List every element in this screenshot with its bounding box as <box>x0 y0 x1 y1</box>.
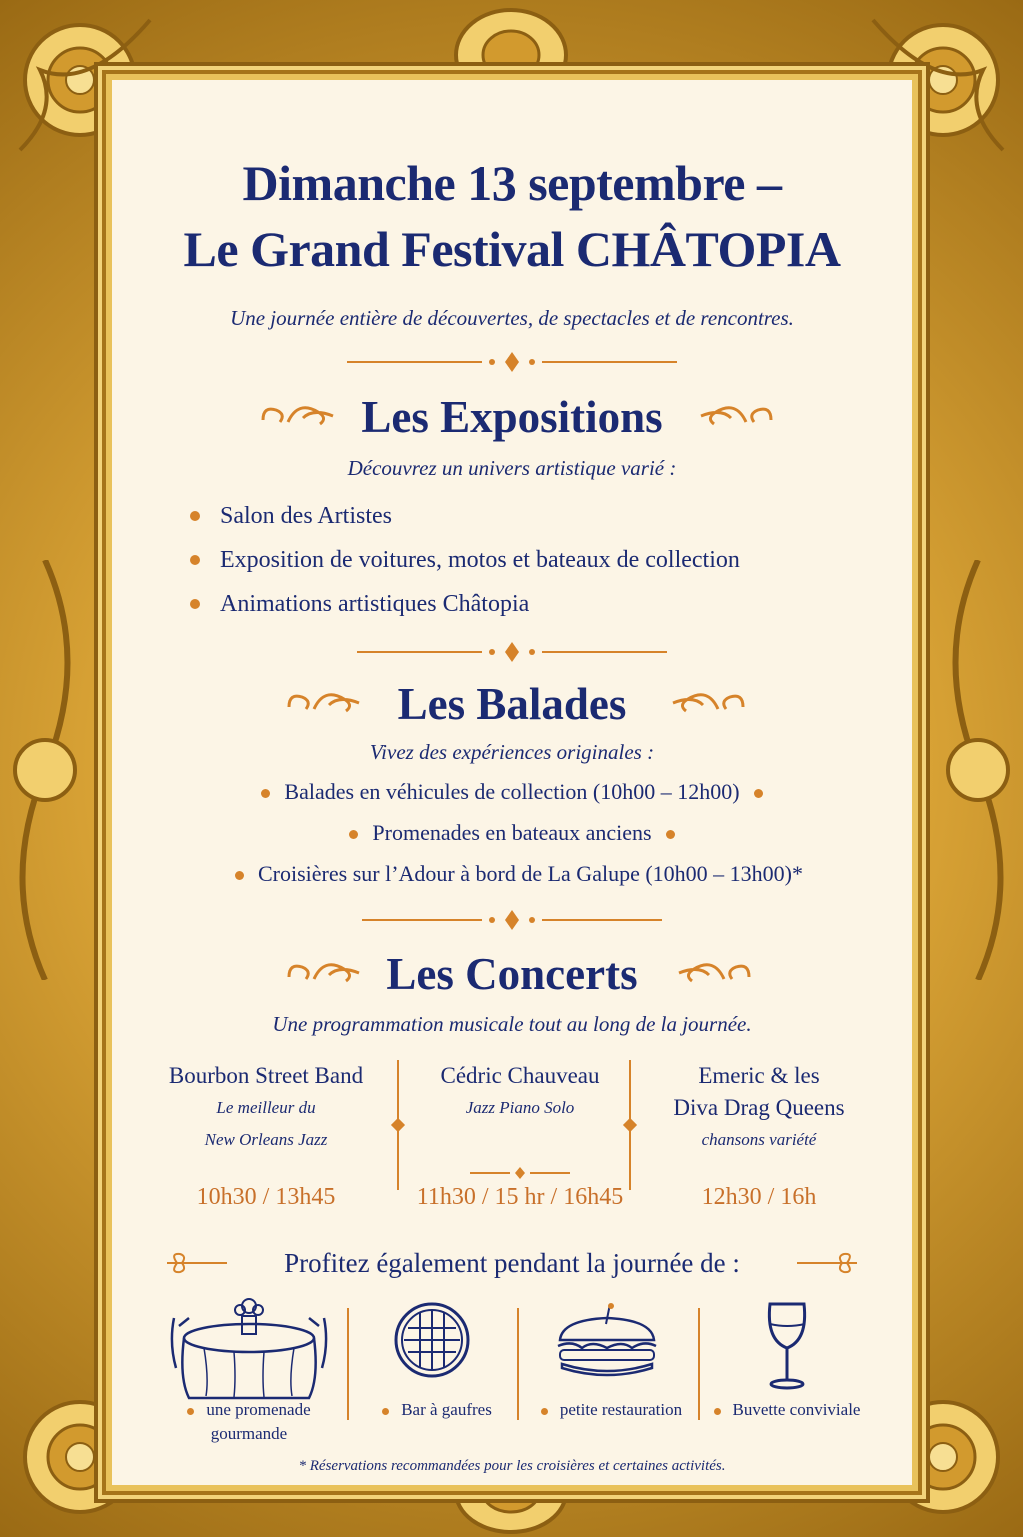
amenity-item: Buvette conviviale <box>702 1398 872 1422</box>
section-subtitle-balades: Vivez des expériences originales : <box>369 740 655 764</box>
list-item: Animations artistiques Châtopia <box>182 582 740 626</box>
section-title-expositions: Les Expositions <box>361 392 663 442</box>
list-item: Salon des Artistes <box>182 494 740 538</box>
curl-ornament-right <box>696 398 776 432</box>
page-title-line-2: Le Grand Festival CHÂTOPIA <box>183 221 841 277</box>
column-separator <box>397 1060 399 1190</box>
concert-act-description: Le meilleur du <box>216 1098 316 1117</box>
concert-act-times: 12h30 / 16h <box>701 1184 817 1210</box>
amenities-intro: Profitez également pendant la journée de : <box>284 1248 740 1278</box>
amenity-item: petite restauration <box>524 1398 699 1422</box>
section-subtitle-expositions: Découvrez un univers artistique varié : <box>347 456 677 480</box>
divider-ornament <box>362 910 662 930</box>
concert-act-description: chansons variété <box>701 1130 817 1149</box>
amenity-item: une promenade gourmande <box>164 1398 334 1446</box>
bullet-dot <box>754 789 763 798</box>
bullet-dot <box>190 511 200 521</box>
concert-act-name: Emeric & les <box>698 1063 820 1088</box>
concert-act <box>400 1060 640 1220</box>
bullet-dot <box>666 830 675 839</box>
left-side-ornament <box>0 560 90 980</box>
scroll-ornament-right <box>792 1248 862 1278</box>
bullet-dot <box>187 1408 194 1415</box>
concert-act-name: Cédric Chauveau <box>440 1063 600 1088</box>
waffle-icon <box>392 1300 472 1380</box>
column-separator <box>629 1060 631 1190</box>
mini-divider-ornament <box>470 1166 570 1180</box>
concert-act-name: Bourbon Street Band <box>168 1063 364 1088</box>
curl-ornament-right <box>668 685 748 719</box>
bullet-dot <box>714 1408 721 1415</box>
column-separator <box>347 1308 349 1420</box>
divider-ornament <box>347 352 677 372</box>
section-title-concerts: Les Concerts <box>386 949 638 999</box>
concert-act <box>639 1060 879 1220</box>
bullet-dot <box>541 1408 548 1415</box>
page-title-line-1: Dimanche 13 septembre – <box>242 155 782 211</box>
concert-act-times: 11h30 / 15 hr / 16h45 <box>416 1184 624 1210</box>
concert-act-description: New Orleans Jazz <box>204 1130 328 1149</box>
concert-act-times: 10h30 / 13h45 <box>196 1184 336 1210</box>
bullet-dot <box>261 789 270 798</box>
bullet-dot <box>190 555 200 565</box>
curl-ornament-right <box>674 955 754 989</box>
page-subtitle: Une journée entière de découvertes, de spectacles et de rencontres. <box>230 306 794 330</box>
bullet-dot <box>235 871 244 880</box>
section-title-balades: Les Balades <box>397 679 627 729</box>
amenity-item: Bar à gaufres <box>357 1398 517 1422</box>
concert-act <box>146 1060 386 1220</box>
concert-act-name: Diva Drag Queens <box>673 1095 845 1120</box>
poster-content <box>112 80 912 1485</box>
expositions-list <box>182 494 740 626</box>
list-item: Croisières sur l’Adour à bord de La Galupe (10h00 – 13h00)* <box>112 853 912 894</box>
column-separator <box>517 1308 519 1420</box>
sandwich-icon <box>552 1302 662 1382</box>
list-item: Exposition de voitures, motos et bateaux de collection <box>182 538 740 582</box>
list-item: Promenades en bateaux anciens <box>112 812 912 853</box>
wine-glass-icon <box>762 1300 812 1390</box>
bullet-dot <box>382 1408 389 1415</box>
concert-act-description: Jazz Piano Solo <box>465 1098 575 1117</box>
balades-list <box>112 771 912 894</box>
bullet-dot <box>190 599 200 609</box>
section-subtitle-concerts: Une programmation musicale tout au long de la journée. <box>272 1012 752 1036</box>
divider-ornament <box>357 642 667 662</box>
dining-table-icon <box>164 1298 334 1408</box>
list-item: Balades en véhicules de collection (10h00 – 12h00) <box>112 771 912 812</box>
footnote: * Réservations recommandées pour les croisières et certaines activités. <box>298 1458 726 1474</box>
right-side-ornament <box>933 560 1023 980</box>
bullet-dot <box>349 830 358 839</box>
